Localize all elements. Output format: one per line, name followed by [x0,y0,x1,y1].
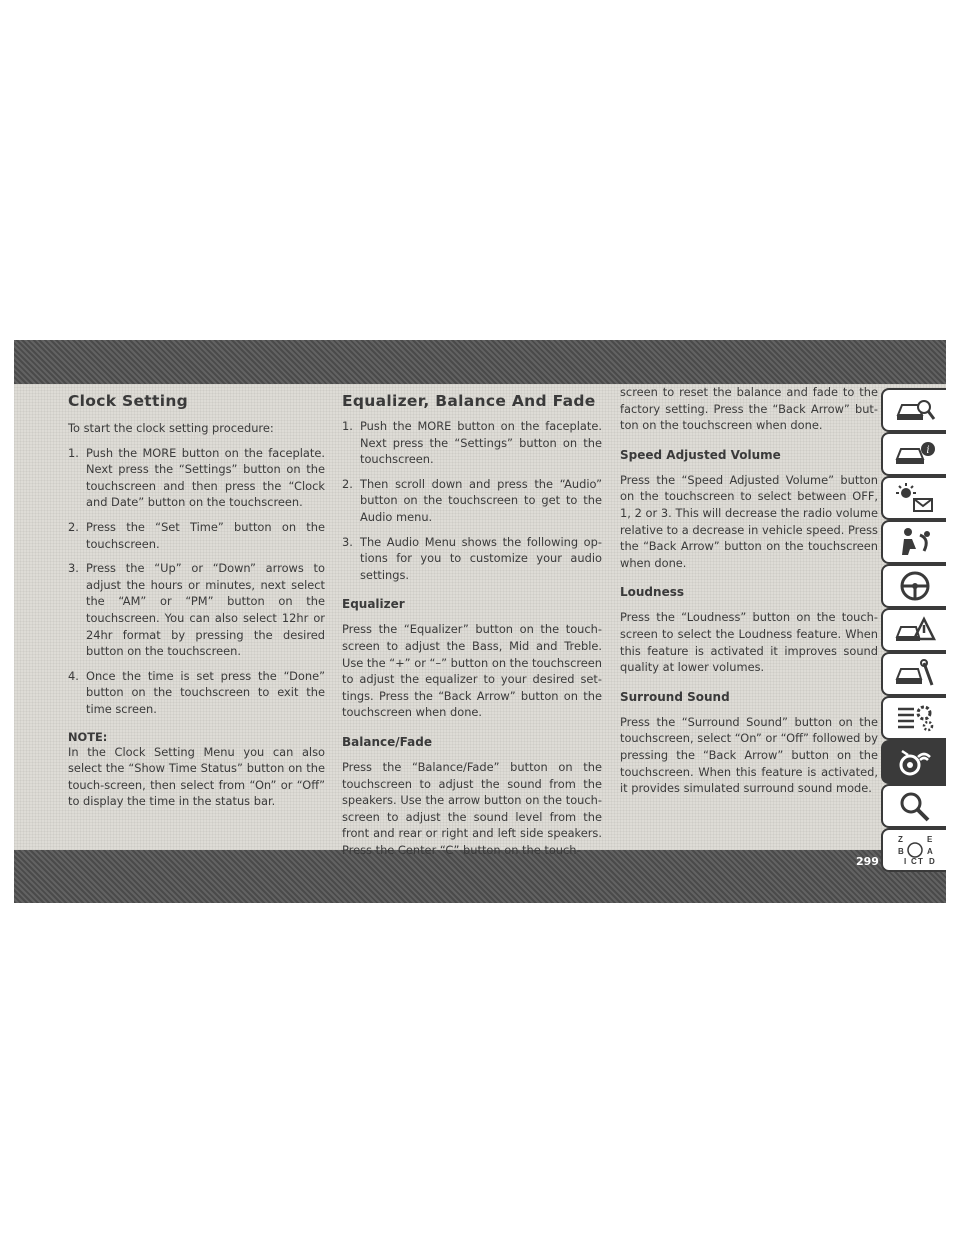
car-search-icon [894,393,936,427]
svg-text:D: D [928,857,935,866]
search-icon [894,789,936,823]
tab-safety[interactable] [881,520,946,564]
tab-servicing[interactable] [881,652,946,696]
car-tools-icon [894,657,936,691]
heading-clock-setting: Clock Setting [68,392,189,410]
svg-text:i: i [925,445,930,456]
tab-index[interactable] [881,828,946,872]
clock-steps [68,445,325,718]
subheading-loudness: Loudness [620,585,684,600]
equalizer-text: Press the “Equalizer” button on the touch-screen to adjust the Bass, Mid and Treble. Use the “+” or “–” button on the touchscreen to adjust the equalizer to your desired set-tings. Press the “Back Arrow” button on the touchscreen when done. [342,622,602,720]
svg-text:E: E [926,835,932,844]
svg-text:I: I [903,857,906,866]
column-audio-settings [620,384,878,797]
tab-car-search[interactable] [881,388,946,432]
list-item: 4. Once the time is set press the “Done” button on the touchscreen to exit the time screen. [68,668,325,716]
top-band [14,340,946,384]
tab-multimedia[interactable] [881,740,946,784]
heading-equalizer-balance-fade: Equalizer, Balance And Fade [342,392,596,410]
svg-text:C: C [910,857,917,866]
tab-emergency[interactable] [881,608,946,652]
svg-text:B: B [897,847,904,856]
page-body [14,384,946,857]
note-body: In the Clock Setting Menu you can also select the “Show Time Status” button on the touch-screen, then select from “On” or “Off” to display the time in the status bar. [68,744,325,809]
settings-list-icon [894,701,936,735]
tab-technical-specifications[interactable] [881,696,946,740]
sav-text: Press the “Speed Adjusted Volume” button on the touchscreen to select between OFF, 1, 2 or 3. This will decrease the radio volume relative to a decrease in vehicle speed. Press the “Back Arrow” button on the touchscreen when done. [620,472,878,570]
note-title: NOTE: [68,729,108,744]
subheading-surround-sound: Surround Sound [620,689,730,704]
car-info-icon [894,437,936,471]
svg-text:A: A [926,847,933,856]
list-item: 2. Then scroll down and press the “Audio” button on the touchscreen to get to the Audio menu. [342,476,602,524]
surround-text: Press the “Surround Sound” button on the touchscreen, select “On” or “Off” followed by pressing the “Back Arrow” button on the touchscreen. When this feature is activated, it provides simulated surround sound mode. [620,714,878,796]
svg-text:Z: Z [897,835,903,844]
tab-warning-lights[interactable] [881,476,946,520]
subheading-balance-fade: Balance/Fade [342,734,432,749]
subheading-equalizer: Equalizer [342,597,405,612]
list-item: 3. Press the “Up” or “Down” arrows to adjust the hours or minutes, next select the “AM” or “PM” button on the touchscreen. You can also select 12hr or 24hr format by pressing the desired button on the touchscreen. [68,561,325,659]
tab-customer-assistance[interactable] [881,784,946,828]
svg-text:T: T [917,857,923,866]
column-clock-setting [68,384,325,810]
subheading-speed-adjusted-volume: Speed Adjusted Volume [620,447,781,462]
loudness-text: Press the “Loudness” button on the touch-screen to select the Loudness feature. When this feature is activated it improves sound quality at lower volumes. [620,610,878,675]
clock-intro: To start the clock setting procedure: [68,421,274,435]
steering-wheel-icon [894,569,936,603]
list-item: 1. Push the MORE button on the faceplate. Next press the “Settings” button on the touchscreen. [342,419,602,467]
list-item: 2. Press the “Set Time” button on the touchscreen. [68,519,325,551]
page-number: 299 [856,855,879,868]
audio-steps [342,418,602,583]
list-item: 1. Push the MORE button on the faceplate. Next press the “Settings” button on the touchscreen and then press the “Clock and Date” button on the touchscreen. [68,445,325,510]
balance-text: Press the “Balance/Fade” button on the touchscreen to adjust the sound from the speakers. Use the arrow button on the touch-screen to adjust the sound level from the front and rear or right and left side speakers. Press the Center “C” button on the touch- [342,759,602,857]
warning-light-mail-icon [894,481,936,515]
multimedia-icon [894,745,936,779]
balance-continued-text: screen to reset the balance and fade to the factory setting. Press the “Back Arrow” but-ton on the touchscreen when done. [620,385,878,433]
tab-starting-operating[interactable] [881,564,946,608]
list-item: 3. The Audio Menu shows the following op-tions for you to customize your audio settings. [342,534,602,582]
tab-car-info[interactable] [881,432,946,476]
alphabet-index-icon [894,833,936,867]
column-equalizer [342,384,602,858]
car-warning-icon [894,613,936,647]
person-airbag-icon [894,525,936,559]
